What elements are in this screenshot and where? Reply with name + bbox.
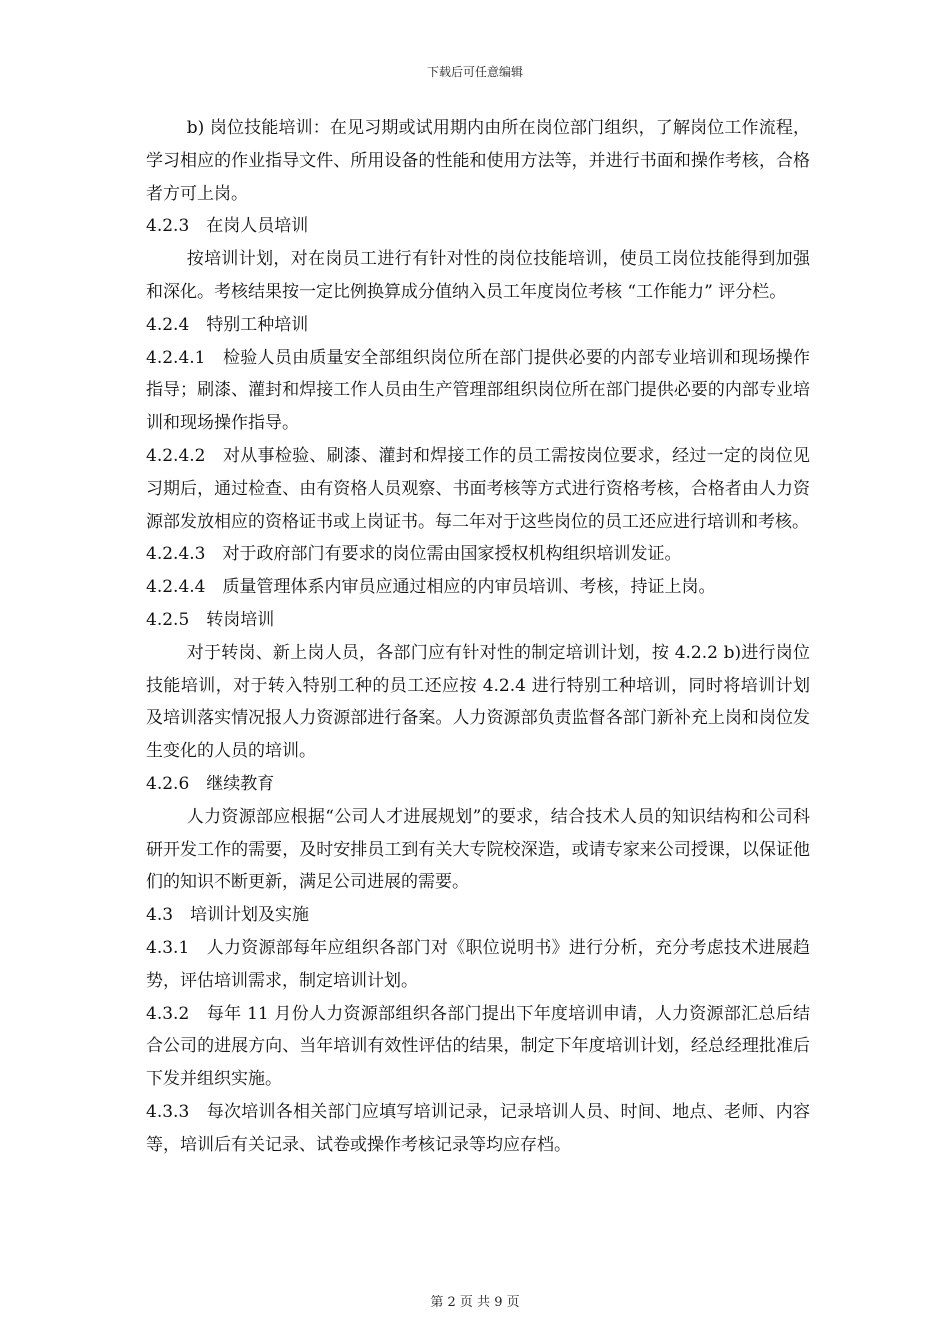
page-header: 下载后可任意编辑 bbox=[426, 65, 523, 79]
clause-4-3-3: 4.3.3 每次培训各相关部门应填写培训记录，记录培训人员、时间、地点、老师、内容等，培训后有关记录、试卷或操作考核记录等均应存档。 bbox=[146, 1101, 810, 1155]
page-footer: 第 2 页 共 9 页 bbox=[430, 1295, 520, 1310]
paragraph-on-job-training: 按培训计划，对在岗员工进行有针对性的岗位技能培训，使员工岗位技能得到加强和深化。考核结果按一定比例换算成分值纳入员工年度岗位考核 “工作能力” 评分栏。 bbox=[146, 249, 810, 302]
heading-4-2-6: 4.2.6 继续教育 bbox=[146, 773, 275, 794]
clause-4-2-4-4: 4.2.4.4 质量管理体系内审员应通过相应的内审员培训、考核，持证上岗。 bbox=[146, 577, 716, 598]
clause-4-3-2: 4.3.2 每年 11 月份人力资源部组织各部门提出下年度培训申请，人力资源部汇总后结合公司的进展方向、当年培训有效性评估的结果，制定下年度培训计划，经总经理批准后下发并组织实施。 bbox=[146, 1003, 810, 1090]
heading-4-2-4: 4.2.4 特别工种培训 bbox=[146, 314, 309, 335]
paragraph-transfer-training: 对于转岗、新上岗人员，各部门应有针对性的制定培训计划，按 4.2.2 b)进行岗位技能培训，对于转入特别工种的员工还应按 4.2.4 进行特别工种培训，同时将培训计划及培训落实情况报人力资源部进行备案。人力资源部负责监督各部门新补充上岗和岗位发生变化的人员的培训。 bbox=[146, 642, 810, 762]
paragraph-job-skill-training: b) 岗位技能培训：在见习期或试用期内由所在岗位部门组织，了解岗位工作流程，学习相应的作业指导文件、所用设备的性能和使用方法等，并进行书面和操作考核，合格者方可上岗。 bbox=[146, 118, 810, 204]
heading-4-2-3: 4.2.3 在岗人员培训 bbox=[146, 216, 309, 237]
heading-4-3: 4.3 培训计划及实施 bbox=[146, 905, 310, 926]
clause-4-3-1: 4.3.1 人力资源部每年应组织各部门对《职位说明书》进行分析，充分考虑技术进展趋势，评估培训需求，制定培训计划。 bbox=[146, 937, 810, 991]
document-body bbox=[146, 112, 810, 1162]
clause-4-2-4-1: 4.2.4.1 检验人员由质量安全部组织岗位所在部门提供必要的内部专业培训和现场操作指导；刷漆、灌封和焊接工作人员由生产管理部组织岗位所在部门提供必要的内部专业培训和现场操作指导。 bbox=[146, 347, 810, 434]
heading-4-2-5: 4.2.5 转岗培训 bbox=[146, 609, 275, 630]
paragraph-continuing-education: 人力资源部应根据“公司人才进展规划”的要求，结合技术人员的知识结构和公司科研开发工作的需要，及时安排员工到有关大专院校深造，或请专家来公司授课，以保证他们的知识不断更新，满足公司进展的需要。 bbox=[146, 806, 810, 893]
clause-4-2-4-2: 4.2.4.2 对从事检验、刷漆、灌封和焊接工作的员工需按岗位要求，经过一定的岗位见习期后，通过检查、由有资格人员观察、书面考核等方式进行资格考核，合格者由人力资源部发放相应的资格证书或上岗证书。每二年对于这些岗位的员工还应进行培训和考核。 bbox=[146, 445, 810, 532]
clause-4-2-4-3: 4.2.4.3 对于政府部门有要求的岗位需由国家授权机构组织培训发证。 bbox=[146, 544, 682, 565]
